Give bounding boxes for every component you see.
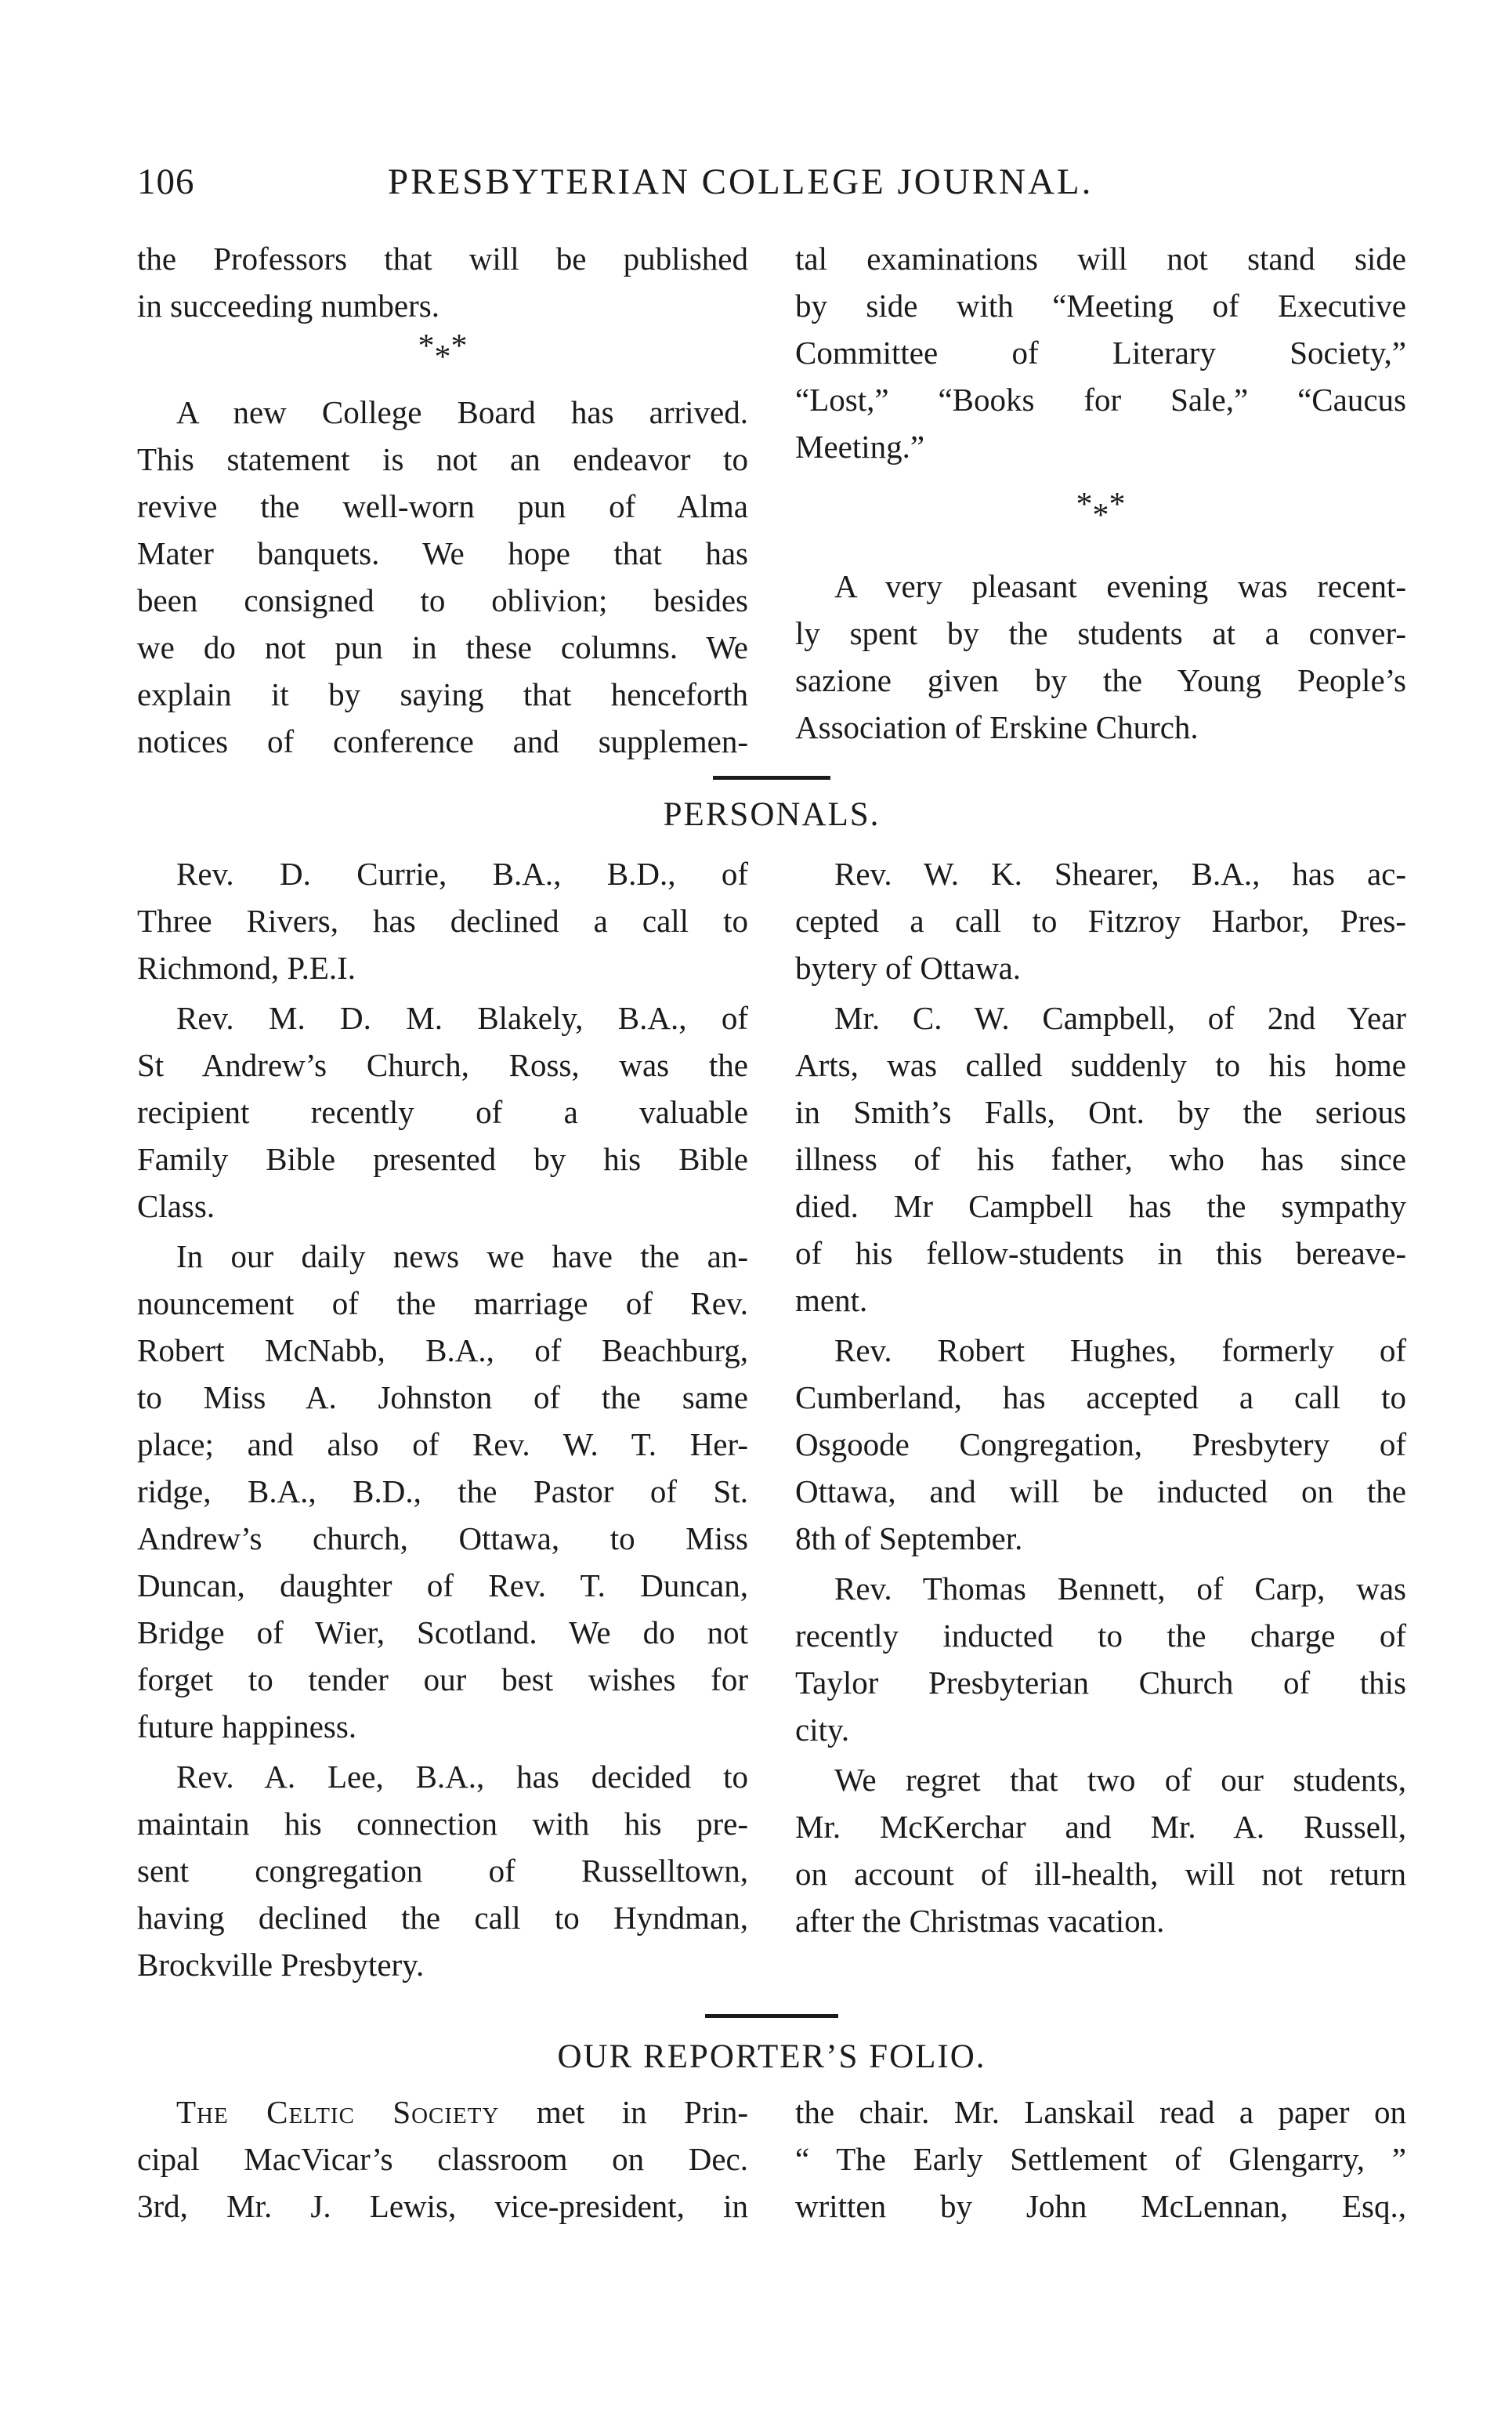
text-line: by side with “Meeting of Executive (795, 288, 1406, 324)
text-line: been consigned to oblivion; besides (137, 582, 748, 618)
personal-entry: Rev. D. Currie, B.A., B.D., of Three Rivers, has declined a call to Richmond, P.E.I. (137, 856, 748, 986)
personal-entry: Rev. Thomas Bennett, of Carp, was recently inducted to the charge of Taylor Presbyterian Church of this city. (795, 1570, 1406, 1748)
page-number: 106 (137, 161, 195, 202)
text-line: in succeeding numbers. (137, 288, 439, 324)
personal-entry: Rev. M. D. M. Blakely, B.A., of St Andrew’s Church, Ross, was the recipient recently of a valuable Family Bible presented by his Bible Class. (137, 1000, 748, 1224)
personal-entry: Rev. A. Lee, B.A., has decided to maintain his connection with his pre- sent congregation of Russelltown, having declined the call to Hyndman, Brockville Presbytery. (137, 1759, 748, 1983)
text-line: “ The Early Settlement of Glengarry, ” (795, 2141, 1406, 2177)
text-line: cipal MacVicar’s classroom on Dec. (137, 2141, 748, 2177)
society-name: The Celtic Society (176, 2094, 500, 2130)
top-left-column (137, 235, 748, 765)
folio-left-column (137, 2089, 748, 2230)
text-line: Meeting.” (795, 429, 925, 465)
text-line: A very pleasant evening was recent- (834, 568, 1406, 604)
text-line: ly spent by the students at a conver- (795, 615, 1406, 651)
journal-title: PRESBYTERIAN COLLEGE JOURNAL. (388, 161, 1094, 202)
personal-entry: Rev. W. K. Shearer, B.A., has ac- cepted a call to Fitzroy Harbor, Pres- bytery of Ottawa. (795, 856, 1406, 986)
folio-right-column (795, 2089, 1406, 2230)
text-line: Association of Erskine Church. (795, 709, 1199, 745)
personal-entry: Rev. Robert Hughes, formerly of Cumberland, has accepted a call to Osgoode Congregation, Presbytery of Ottawa, and will be inducted on the 8th of September. (795, 1332, 1406, 1556)
text-line: explain it by saying that henceforth (137, 676, 748, 712)
section-divider (705, 2014, 838, 2018)
personals-heading: PERSONALS. (663, 796, 881, 833)
text-line: sazione given by the Young People’s (795, 662, 1406, 698)
text-line: Committee of Literary Society,” (795, 335, 1406, 371)
text-line: Mater banquets. We hope that has (137, 535, 748, 571)
text-line: the chair. Mr. Lanskail read a paper on (795, 2094, 1406, 2130)
text-line: the Professors that will be published (137, 241, 748, 277)
running-header (137, 161, 1179, 216)
text-line: The Celtic Society met in Prin- (176, 2094, 748, 2130)
text-line: A new College Board has arrived. (176, 394, 748, 430)
text-line: tal examinations will not stand side (795, 241, 1406, 277)
text-line: we do not pun in these columns. We (137, 629, 748, 665)
personal-entry: We regret that two of our students, Mr. McKerchar and Mr. A. Russell, on account of ill-health, will not return after the Christmas vacation. (795, 1762, 1406, 1939)
section-divider (713, 776, 830, 780)
text-line: notices of conference and supplemen- (137, 723, 748, 759)
personals-right-column (795, 850, 1406, 1947)
text-line: 3rd, Mr. J. Lewis, vice-president, in (137, 2188, 748, 2224)
personal-entry: Mr. C. W. Campbell, of 2nd Year Arts, was called suddenly to his home in Smith’s Falls, Ont. by the serious illness of his father, who has since died. Mr Campbell has the sympathy of his fellow-students in this bereave- ment. (795, 1000, 1406, 1318)
personals-left-column (137, 850, 748, 1991)
text-line: written by John McLennan, Esq., (795, 2188, 1406, 2224)
top-right-column (795, 235, 1406, 751)
text-line: revive the well-worn pun of Alma (137, 488, 748, 524)
folio-heading: OUR REPORTER’S FOLIO. (557, 2038, 986, 2075)
asterism: *** (418, 328, 468, 375)
text-line: “Lost,” “Books for Sale,” “Caucus (795, 382, 1406, 418)
text-line: This statement is not an endeavor to (137, 441, 748, 477)
personal-entry: In our daily news we have the an- nouncement of the marriage of Rev. Robert McNabb, B.A., of Beachburg, to Miss A. Johnston of the same place; and also of Rev. W. T. Her- ridge, B.A., B.D., the Pastor of St. Andrew’s church, Ottawa, to Miss Duncan, daughter of Rev. T. Duncan, Bridge of Wier, Scotland. We do not forget to tender our best wishes for future happiness. (137, 1238, 748, 1744)
asterism: *** (1076, 487, 1126, 534)
